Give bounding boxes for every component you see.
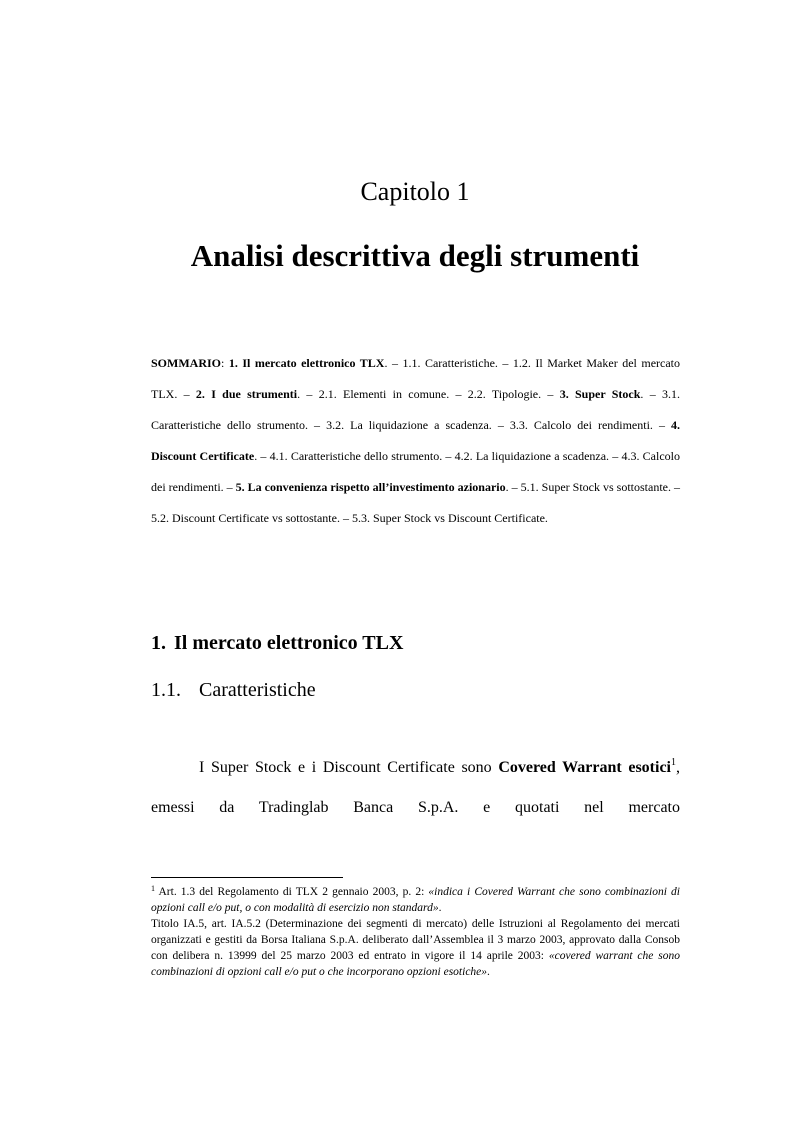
subsection-heading-1-1 (151, 677, 316, 703)
summary-section-4: 4. Discount Certificate (151, 418, 680, 463)
summary-section-3: 3. Super Stock (559, 387, 641, 401)
summary-section-5: 5. La convenienza rispetto all’investimento azionario (235, 480, 506, 494)
summary-subsections-1: . – 1.1. Caratteristiche. – 1.2. Il Market Maker del mercato TLX. – (151, 356, 680, 401)
footnote-1-text: Art. 1.3 del Regolamento di TLX 2 gennaio 2003, p. 2: (155, 886, 429, 898)
footnote-number: 1 (151, 884, 155, 893)
footnote-reference[interactable]: 1 (671, 757, 676, 768)
summary-section-1: 1. Il mercato elettronico TLX (228, 356, 385, 370)
footnote-1-end: . (438, 902, 442, 914)
footnote-1-continuation (151, 916, 680, 980)
section-title: Il mercato elettronico TLX (174, 632, 404, 654)
chapter-summary (151, 348, 680, 534)
summary-subsections-2: . – 2.1. Elementi in comune. – 2.2. Tipologie. – (297, 387, 560, 401)
footnote-separator (151, 877, 343, 878)
summary-subsections-4: . – 4.1. Caratteristiche dello strumento. – 4.2. La liquidazione a scadenza. – 4.3. Calcolo dei rendimenti. – (151, 449, 680, 494)
paragraph-bold-term: Covered Warrant esotici (498, 759, 671, 776)
paragraph-text-2: , emessi da Tradinglab Banca S.p.A. e quotati nel mercato (151, 759, 680, 816)
footnotes (151, 884, 680, 980)
footnote-2-text: Titolo IA.5, art. IA.5.2 (Determinazione dei segmenti di mercato) delle Istruzioni al Regolamento dei mercati organizzati e gestiti da Borsa Italiana S.p.A. deliberato dall’Assemblea il 3 marzo 2003, approvato dalla Consob con delibera n. 13999 del 25 marzo 2003 ed entrato in vigore il 14 aprile 2003: (151, 918, 680, 962)
subsection-title: Caratteristiche (199, 679, 316, 701)
chapter-title: Analisi descrittiva degli strumenti (190, 238, 640, 273)
summary-subsections-5: . – 5.1. Super Stock vs sottostante. – 5.2. Discount Certificate vs sottostante. – 5.3. Super Stock vs Discount Certificate. (151, 480, 680, 525)
section-heading-1 (151, 630, 403, 656)
footnote-1 (151, 884, 680, 916)
paragraph-text-1: I Super Stock e i Discount Certificate sono (199, 759, 499, 776)
footnote-2-end: . (487, 966, 490, 978)
subsection-number: 1.1. (151, 679, 181, 701)
section-number: 1. (151, 632, 166, 654)
summary-colon: : (221, 356, 229, 370)
summary-lead: SOMMARIO (151, 356, 221, 370)
footnote-2-quote: «covered warrant che sono combinazioni di opzioni call e/o put o che incorporano opzioni esotiche» (151, 950, 681, 978)
chapter-label: Capitolo 1 (360, 177, 470, 206)
footnote-1-quote: «indica i Covered Warrant che sono combinazioni di opzioni call e/o put, o con modalità di esercizio non standard» (151, 886, 680, 914)
body-paragraph (151, 748, 680, 828)
summary-subsections-3: . – 3.1. Caratteristiche dello strumento. – 3.2. La liquidazione a scadenza. – 3.3. Calcolo dei rendimenti. – (151, 387, 681, 432)
summary-section-2: 2. I due strumenti (195, 387, 298, 401)
